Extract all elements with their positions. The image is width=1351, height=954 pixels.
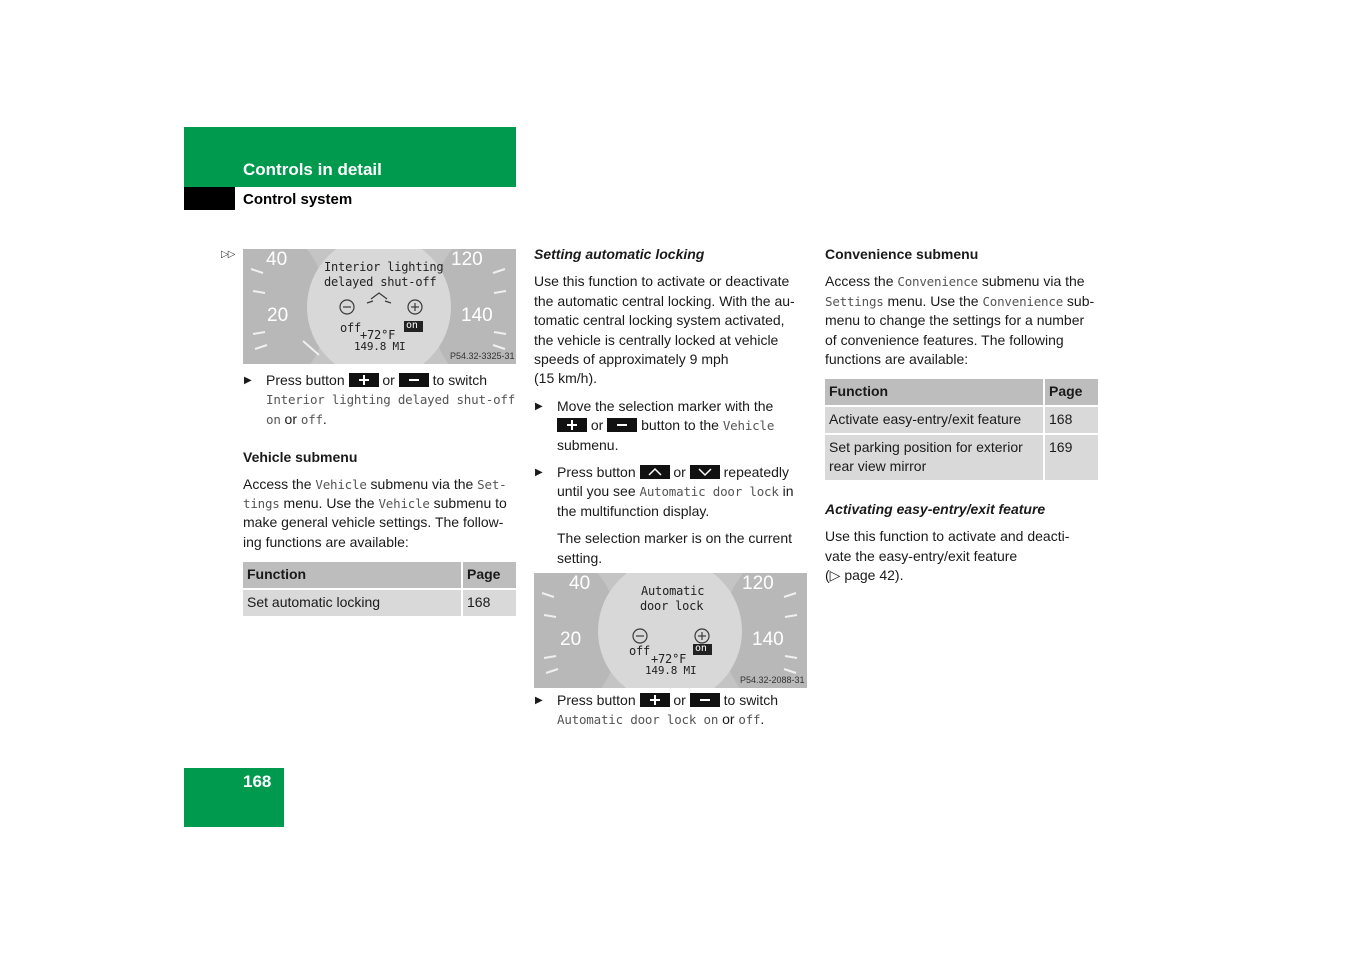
- display-code-off: off: [300, 411, 323, 427]
- minus-button-icon: [607, 418, 637, 432]
- text-line: the vehicle is centrally locked at vehicle: [534, 331, 779, 348]
- display-code: Convenience: [897, 274, 978, 290]
- text-run: menu. Use the: [279, 495, 379, 512]
- display-code: tings: [243, 496, 280, 512]
- text-run: of convenience features. The following: [825, 331, 1064, 348]
- step-text: in: [778, 483, 794, 500]
- minus-button-icon: [399, 373, 429, 387]
- period: .: [760, 711, 765, 728]
- plus-button-icon: [349, 373, 379, 387]
- table-header-page: Page: [461, 562, 516, 589]
- step-text-end: to switch: [432, 372, 488, 388]
- display-code: Automatic door lock on: [557, 712, 719, 728]
- subsection-marker: [184, 187, 235, 210]
- instrument-cluster-figure-1: [243, 249, 516, 364]
- display-code: Interior lighting delayed shut-off on: [266, 392, 516, 427]
- text-run: menu. Use the: [883, 292, 983, 309]
- display-off-label: off: [340, 321, 362, 335]
- convenience-submenu-heading: Convenience submenu: [825, 246, 979, 262]
- table-header-function: Function: [243, 562, 461, 589]
- automatic-locking-intro: [534, 272, 807, 388]
- selection-marker-note: [534, 529, 807, 568]
- text-line: (15 km/h).: [534, 370, 598, 387]
- text-line: Use this function to activate and deacti-: [825, 528, 1070, 545]
- text-line: Use this function to activate or deactivate: [534, 273, 790, 290]
- text-run: submenu via the: [977, 273, 1085, 290]
- step-text: the multifunction display.: [557, 502, 710, 519]
- minus-button-icon: [690, 693, 720, 707]
- speed-label-140: 140: [752, 629, 784, 650]
- convenience-submenu-text: [825, 272, 1098, 369]
- display-odometer: 149.8 MI: [645, 664, 697, 677]
- step-text-end: to switch: [723, 692, 779, 708]
- display-code: Settings: [825, 293, 884, 309]
- text-run: sub-: [1063, 292, 1095, 309]
- instrument-cluster-figure-2: [534, 573, 807, 688]
- figure-reference: P54.32-2088-31: [740, 675, 805, 685]
- section-title: Controls in detail: [243, 160, 382, 179]
- subsection-title: Control system: [243, 191, 353, 208]
- step-text: button to the: [641, 417, 723, 434]
- down-button-icon: [690, 465, 720, 479]
- text-run: menu to change the settings for a number: [825, 312, 1085, 329]
- step-switch-interior-lighting: [243, 371, 516, 429]
- text-run: submenu via the: [366, 475, 478, 492]
- display-code: Convenience: [982, 293, 1064, 309]
- bullet-triangle-icon: ▶: [244, 375, 252, 386]
- bullet-triangle-icon: ▶: [535, 695, 543, 706]
- display-on-label: on: [695, 643, 707, 654]
- vehicle-submenu-text: [243, 475, 516, 553]
- column-3: [825, 245, 1098, 585]
- text-run: Access the: [825, 273, 898, 290]
- or-text: or: [382, 372, 395, 388]
- text-run: ing functions are available:: [243, 533, 409, 550]
- step-text: until you see: [557, 483, 640, 500]
- column-2-bottom: [534, 691, 807, 730]
- display-temperature: +72°F: [651, 652, 687, 666]
- automatic-locking-heading: Setting automatic locking: [534, 246, 705, 262]
- text-line: vate the easy-entry/exit feature: [825, 547, 1018, 564]
- period: .: [322, 410, 327, 427]
- table-row: [243, 590, 516, 618]
- step-text: Press button: [557, 692, 636, 708]
- speed-label-120: 120: [742, 573, 774, 594]
- display-code: Automatic door lock: [639, 484, 779, 500]
- step-press-up-down: [534, 463, 807, 521]
- figure-reference: P54.32-3325-31: [450, 351, 515, 361]
- easy-entry-text: [825, 527, 1098, 585]
- text-line: the automatic central locking. With the au-: [534, 292, 795, 309]
- plus-button-icon: [557, 418, 587, 432]
- continuation-icon: ▷▷: [221, 249, 235, 260]
- speed-label-40: 40: [266, 249, 288, 270]
- step-move-marker: [534, 397, 807, 455]
- display-code: Vehicle: [378, 496, 430, 512]
- or-text: or: [673, 692, 686, 708]
- plus-button-icon: [640, 693, 670, 707]
- speed-label-20: 20: [560, 629, 582, 650]
- display-code: Set-: [477, 476, 507, 492]
- speed-label-140: 140: [461, 305, 493, 326]
- display-code: Vehicle: [315, 476, 367, 492]
- display-line-1: Automatic: [641, 584, 705, 598]
- display-on-label: on: [406, 320, 418, 331]
- step-text: submenu.: [557, 436, 619, 453]
- or-text: or: [722, 711, 735, 728]
- column-1: [243, 371, 516, 618]
- column-2: [534, 245, 807, 568]
- easy-entry-heading: Activating easy-entry/exit feature: [825, 500, 1046, 517]
- text-run: submenu to: [429, 495, 507, 512]
- display-odometer: 149.8 MI: [354, 340, 406, 353]
- text-run: Access the: [243, 475, 316, 492]
- page-number: 168: [243, 772, 272, 791]
- vehicle-submenu-heading: Vehicle submenu: [243, 449, 358, 466]
- convenience-function-table: [825, 379, 1098, 481]
- table-cell-function: Set automatic locking: [243, 590, 461, 618]
- table-row: [825, 407, 1098, 435]
- text-run: make general vehicle settings. The follow-: [243, 514, 504, 531]
- speed-label-120: 120: [451, 249, 483, 270]
- display-code: Vehicle: [722, 418, 775, 434]
- display-line-2: door lock: [640, 599, 704, 613]
- or-text: or: [673, 464, 686, 481]
- vehicle-function-table: [243, 562, 516, 617]
- table-header-page: Page: [1043, 379, 1098, 406]
- text-line: The selection marker is on the current: [557, 530, 792, 547]
- speed-label-40: 40: [569, 573, 591, 594]
- step-text: repeatedly: [723, 464, 790, 481]
- table-cell-function: Activate easy-entry/exit feature: [825, 407, 1043, 435]
- display-code-off: off: [738, 712, 761, 728]
- display-off-label: off: [629, 644, 651, 658]
- speed-label-20: 20: [267, 305, 289, 326]
- or-text: or: [590, 417, 604, 434]
- table-cell-page: 168: [1043, 407, 1098, 435]
- text-line: tomatic central locking system activated,: [534, 312, 785, 329]
- table-cell-page: 169: [1043, 435, 1098, 482]
- bullet-triangle-icon: ▶: [535, 467, 543, 479]
- text-line: speeds of approximately 9 mph: [534, 351, 729, 368]
- step-text: Move the selection marker with the: [557, 397, 774, 414]
- up-button-icon: [640, 465, 670, 479]
- table-header-function: Function: [825, 379, 1043, 406]
- table-cell-function: Set parking position for exterior rear view mirror: [825, 435, 1043, 482]
- display-line-2: delayed shut-off: [324, 275, 437, 289]
- display-temperature: +72°F: [360, 328, 396, 342]
- table-row: [825, 435, 1098, 482]
- text-run: functions are available:: [825, 351, 969, 368]
- page-reference-link[interactable]: (▷ page 42).: [825, 567, 904, 584]
- table-cell-page: 168: [461, 590, 516, 618]
- or-text: or: [284, 410, 297, 427]
- step-text: Press button: [557, 464, 636, 481]
- display-line-1: Interior lighting: [324, 260, 444, 274]
- step-switch-door-lock: [534, 691, 807, 730]
- bullet-triangle-icon: ▶: [535, 400, 543, 412]
- step-text: Press button: [266, 372, 345, 388]
- text-line: setting.: [557, 549, 603, 566]
